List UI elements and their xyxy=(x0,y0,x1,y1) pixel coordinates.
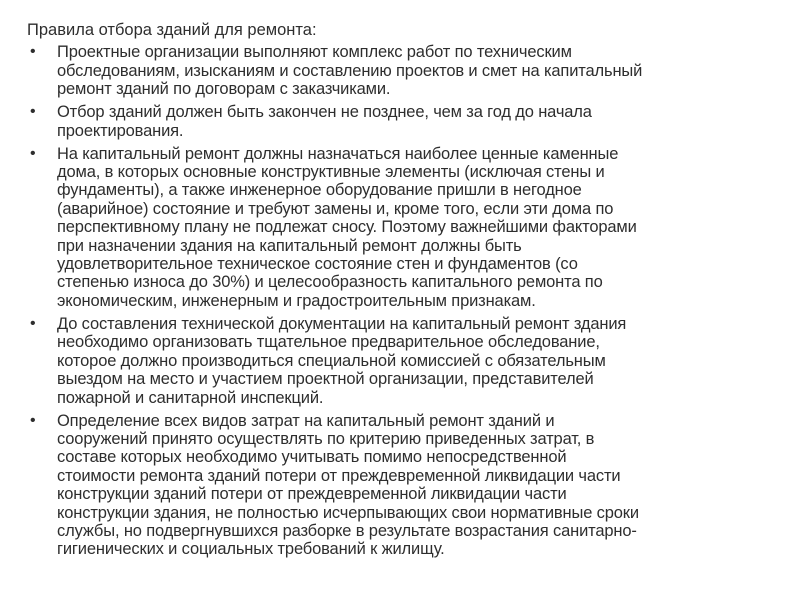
bullet-icon: • xyxy=(30,103,36,121)
bullet-text-line: дома, в которых основные конструктивные элементы (исключая стены и xyxy=(57,163,605,182)
bullet-text-line: удовлетворительное техническое состояние стен и фундаментов (со xyxy=(57,255,578,274)
bullet-text-line: До составления технической документации на капитальный ремонт здания xyxy=(57,314,627,333)
bullet-icon: • xyxy=(30,43,36,61)
bullet-item xyxy=(27,145,787,311)
bullet-text-line: службы, но подвергнувшихся разборке в результате возрастания санитарно- xyxy=(57,521,637,540)
bullet-text-line: сооружений принято осуществлять по критерию приведенных затрат, в xyxy=(57,429,595,448)
bullet-item xyxy=(27,103,787,140)
bullet-text-line: стоимости ремонта зданий потери от преждевременной ликвидации части xyxy=(57,466,621,485)
bullet-text-line: гигиенических и социальных требований к жилищу. xyxy=(57,540,445,559)
bullet-icon: • xyxy=(30,144,36,162)
bullet-item xyxy=(27,43,787,98)
bullet-list xyxy=(27,43,787,558)
bullet-text-line: обследованиям, изысканиям и составлению проектов и смет на капитальный xyxy=(57,61,643,80)
bullet-text-line: составе которых необходимо учитывать помимо непосредственной xyxy=(57,448,567,467)
bullet-icon: • xyxy=(30,314,36,332)
bullet-text-line: которое должно производиться специальной комиссией с обязательным xyxy=(57,351,606,370)
bullet-text-line: фундаменты), а также инженерное оборудование пришли в негодное xyxy=(57,181,582,200)
bullet-text-line: (аварийное) состояние и требуют замены и, кроме того, если эти дома по xyxy=(57,199,614,218)
bullet-text-line: Определение всех видов затрат на капитальный ремонт зданий и xyxy=(57,411,555,430)
bullet-text-line: степенью износа до 30%) и целесообразность капитального ремонта по xyxy=(57,273,603,292)
bullet-text-line: конструкции здания, не полностью исчерпывающих свои нормативные сроки xyxy=(57,503,639,522)
bullet-text-line: На капитальный ремонт должны назначаться наиболее ценные каменные xyxy=(57,144,619,163)
slide-title: Правила отбора зданий для ремонта: xyxy=(27,21,317,39)
bullet-text-line: перспективному плану не подлежат сносу. Поэтому важнейшими факторами xyxy=(57,218,637,237)
bullet-text-line: необходимо организовать тщательное предварительное обследование, xyxy=(57,333,600,352)
bullet-text-line: при назначении здания на капитальный ремонт должны быть xyxy=(57,236,522,255)
bullet-item xyxy=(27,412,787,559)
bullet-text-line: проектирования. xyxy=(57,121,184,140)
bullet-text-line: конструкции зданий потери от преждевременной ликвидации части xyxy=(57,485,567,504)
bullet-text-line: пожарной и санитарной инспекций. xyxy=(57,388,324,407)
bullet-item xyxy=(27,315,787,407)
bullet-text-line: выездом на место и участием проектной организации, представителей xyxy=(57,370,594,389)
bullet-icon: • xyxy=(30,411,36,429)
bullet-text-line: Отбор зданий должен быть закончен не позднее, чем за год до начала xyxy=(57,103,592,122)
slide-content xyxy=(27,21,787,563)
bullet-text-line: ремонт зданий по договорам с заказчиками. xyxy=(57,80,391,99)
bullet-text-line: экономическим, инженерным и градостроительным признакам. xyxy=(57,291,536,310)
bullet-text-line: Проектные организации выполняют комплекс работ по техническим xyxy=(57,43,572,62)
